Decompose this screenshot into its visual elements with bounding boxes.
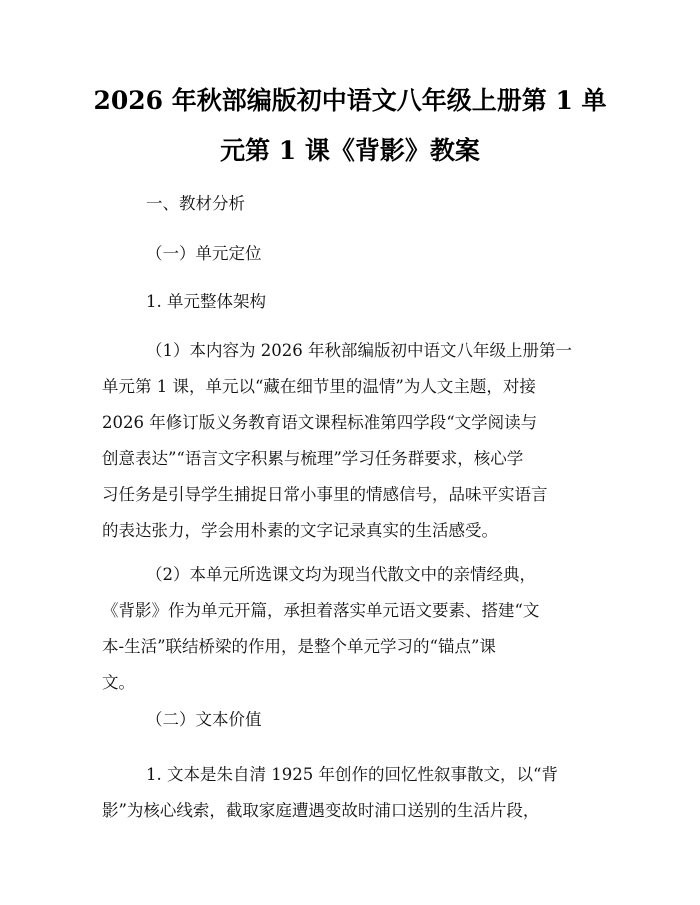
section-heading-textbook-analysis: 一、教材分析: [146, 194, 245, 213]
paragraph-2-line-3: 本-生活”联结桥梁的作用，是整个单元学习的“锚点”课: [102, 637, 496, 656]
paragraph-3: [102, 757, 602, 829]
paragraph-1: [102, 333, 602, 549]
paragraph-2-line-2: 《背影》作为单元开篇，承担着落实单元语文要素、搭建“文: [102, 601, 540, 620]
document-title-line-2: 元第 1 课《背影》教案: [220, 136, 480, 165]
paragraph-2: [102, 557, 602, 701]
paragraph-1-line-5: 习任务是引导学生捕捉日常小事里的情感信号，品味平实语言: [102, 485, 548, 504]
paragraph-3-line-2: 影”为核心线索，截取家庭遭遇变故时浦口送别的生活片段，: [102, 801, 540, 820]
subsection-heading-unit-positioning: （一）单元定位: [146, 244, 262, 263]
subsection-heading-text-value: （二）文本价值: [146, 710, 262, 729]
paragraph-2-line-4: 文。: [102, 673, 135, 692]
paragraph-3-line-1: 1. 文本是朱自清 1925 年创作的回忆性叙事散文，以“背: [146, 765, 558, 784]
paragraph-1-line-4: 创意表达”“语言文字积累与梳理”学习任务群要求，核心学: [102, 449, 524, 468]
paragraph-1-line-6: 的表达张力，学会用朴素的文字记录真实的生活感受。: [102, 521, 498, 540]
item-heading-unit-structure: 1. 单元整体架构: [146, 292, 266, 311]
paragraph-1-line-2: 单元第 1 课，单元以“藏在细节里的温情”为人文主题，对接: [102, 377, 536, 396]
paragraph-2-line-1: （2）本单元所选课文均为现当代散文中的亲情经典，: [146, 565, 536, 584]
paragraph-1-line-1: （1）本内容为 2026 年秋部编版初中语文八年级上册第一: [146, 341, 572, 360]
paragraph-1-line-3: 2026 年修订版义务教育语文课程标准第四学段“文学阅读与: [102, 413, 538, 432]
document-title-line-1: 2026 年秋部编版初中语文八年级上册第 1 单: [93, 86, 607, 115]
